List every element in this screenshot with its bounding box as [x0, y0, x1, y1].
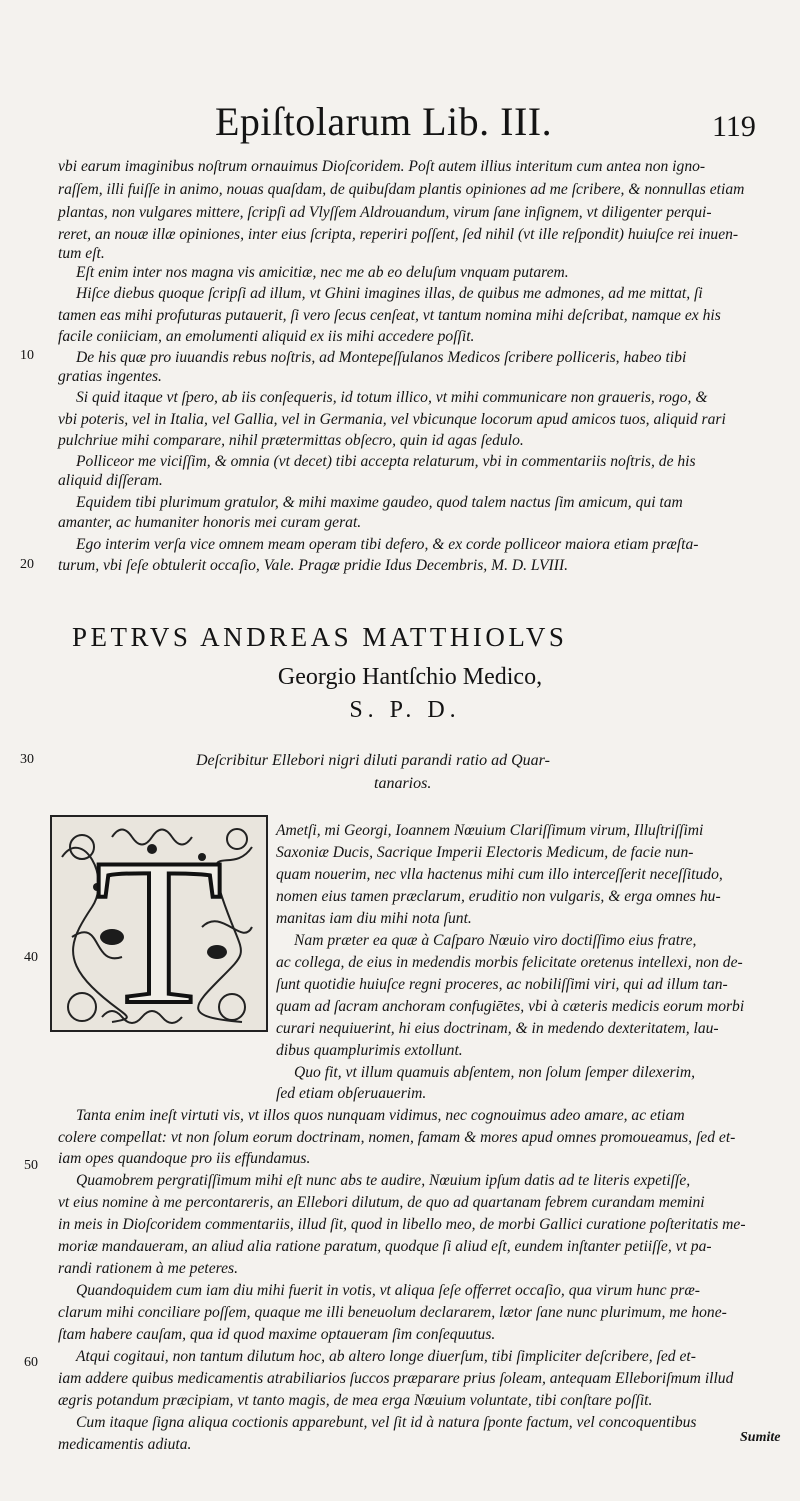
text-line: ſunt quotidie huiuſce regni proceres, ac nobiliſſimi viri, qui ad illum tan- — [276, 976, 728, 993]
margin-line-number: 30 — [20, 752, 34, 767]
letter-recipient: Georgio Hantſchio Medico, — [277, 664, 543, 690]
text-line: facile coniiciam, an emolumenti aliquid ex iis mihi accedere poſſit. — [58, 328, 475, 345]
page-number: 119 — [712, 110, 756, 143]
text-line: vbi earum imaginibus noſtrum ornauimus Dioſcoridem. Poſt autem illius interitum cum antea non igno- — [58, 158, 706, 175]
text-line: vbi poteris, vel in Italia, vel Gallia, vel in Germania, vel vbicunque locorum apud amicos tuos, aliquid rari — [58, 411, 726, 428]
text-line: Cum itaque ſigna aliqua coctionis apparebunt, vel ſit id à natura ſponte factum, vel concoquentibus — [76, 1414, 697, 1431]
text-line: tamen eas mihi profuturas putauerit, ſi vero ſecus cenſeat, vt tantum nomina mihi deſcribat, namque ex his — [58, 307, 721, 324]
text-line: Eſt enim inter nos magna vis amicitiæ, nec me ab eo deluſum vnquam putarem. — [76, 264, 569, 281]
text-line: Nam præter ea quæ à Caſparo Nœuio viro doctiſſimo eius fratre, — [294, 932, 697, 949]
text-line: Quo fit, vt illum quamuis abſentem, non ſolum ſemper dilexerim, — [294, 1064, 696, 1081]
text-line: Saxoniæ Ducis, Sacrique Imperii Electoris Medicum, de facie nun- — [276, 844, 694, 861]
text-line: turum, vbi ſeſe obtulerit occaſio, Vale. Pragæ pridie Idus Decembris, M. D. LVIII. — [58, 557, 569, 574]
text-line: raſſem, illi fuiſſe in animo, nouas quaſdam, de quibuſdam plantis opiniones ad me ſcribere, & nonnullas etiam — [58, 181, 745, 198]
text-line: quam nouerim, nec vlla hactenus mihi cum illo interceſſerit neceſſitudo, — [276, 866, 723, 883]
text-line: in meis in Dioſcoridem commentariis, illud ſit, quod in libello meo, de morbi Gallici curatione poſteritatis me- — [58, 1216, 746, 1233]
running-title: Epiſtolarum Lib. III. — [215, 99, 553, 144]
text-line: nomen eius tamen præclarum, eruditio non vulgaris, & erga omnes hu- — [276, 888, 721, 905]
text-line: De his quæ pro iuuandis rebus noſtris, ad Montepeſſulanos Medicos ſcribere polliceris, habeo tibi — [76, 349, 687, 366]
text-line: Hiſce diebus quoque ſcripſi ad illum, vt Ghini imagines illas, de quibus me admones, ad me mittat, ſi — [76, 285, 703, 302]
text-line: Equidem tibi plurimum gratulor, & mihi maxime gaudeo, quod talem nactus ſim amicum, qui tam — [76, 494, 683, 511]
text-line: reret, an nouæ illæ opiniones, inter eius ſcripta, reperiri poſſent, ſed nihil (vt ille reſpondit) huiuſce rei inuen- — [58, 226, 739, 243]
decorated-initial — [50, 815, 268, 1032]
text-line: iam opes quandoque pro iis effundamus. — [58, 1150, 311, 1167]
letter-summary-line: Deſcribitur Ellebori nigri diluti parandi ratio ad Quar- — [196, 752, 550, 769]
text-line: Si quid itaque vt ſpero, ab iis conſequeris, id totum illico, vt mihi communicare non graueris, rogo, & — [76, 389, 708, 406]
letter-salutation: S. P. D. — [349, 697, 461, 723]
initial-letter-t: T — [94, 817, 224, 1030]
text-line: curari nequiuerint, hi eius doctrinam, & in medendo dexteritatem, lau- — [276, 1020, 719, 1037]
text-line: ægris potandum præcipiam, vt tanto magis, de mea erga Nœuium voluntate, tibi conſtare poſſit. — [58, 1392, 653, 1409]
text-line: Ego interim verſa vice omnem meam operam tibi defero, & ex corde polliceor maiora etiam præſta- — [76, 536, 699, 553]
text-line: dibus quamplurimis extollunt. — [276, 1042, 463, 1059]
text-line: manitas iam diu mihi nota ſunt. — [276, 910, 472, 927]
text-line: Quandoquidem cum iam diu mihi fuerit in votis, vt aliqua ſeſe offerret occaſio, qua virum hunc præ- — [76, 1282, 700, 1299]
text-line: moriæ mandaueram, an aliud alia ratione paratum, quodque ſi aliud eſt, eundem inſtanter petiiſſe, vt pa- — [58, 1238, 712, 1255]
text-line: aliquid diſſeram. — [58, 472, 163, 489]
text-line: Ametſi, mi Georgi, Ioannem Nœuium Clariſſimum virum, Illuſtriſſimi — [276, 822, 704, 839]
text-line: ac collega, de eius in medendis morbis felicitate oretenus intellexi, non de- — [276, 954, 743, 971]
text-line: Tanta enim ineſt virtuti vis, vt illos quos nunquam vidimus, nec cognouimus adeo amare, ac etiam — [76, 1107, 685, 1124]
letter-summary-line: tanarios. — [374, 775, 432, 792]
text-line: plantas, non vulgares mittere, ſcripſi ad Vlyſſem Aldrouandum, virum ſane inſignem, vt diligenter perqui- — [58, 204, 712, 221]
text-line: randi rationem à me peteres. — [58, 1260, 239, 1277]
text-line: colere compellat: vt non ſolum eorum doctrinam, nomen, famam & mores apud omnes promoueamus, ſed et- — [58, 1129, 736, 1146]
text-line: quam ad ſacram anchoram confugiētes, vbi à cæteris medicis eorum morbi — [276, 998, 745, 1015]
margin-line-number: 10 — [20, 348, 34, 363]
text-line: ſtam habere cauſam, qua id quod maxime optaueram ſim conſequutus. — [58, 1326, 496, 1343]
text-line: Polliceor me viciſſim, & omnia (vt decet) tibi accepta relaturum, vbi in commentariis noſtris, de his — [76, 453, 696, 470]
letter-sender: PETRVS ANDREAS MATTHIOLVS — [72, 622, 568, 652]
text-line: Atqui cogitaui, non tantum dilutum hoc, ab altero longe diuerſum, tibi ſimpliciter deſcribere, ſed et- — [76, 1348, 696, 1365]
text-line: iam addere quibus medicamentis atrabiliarios ſuccos præparare prius ſoleam, antequam Elleboriſmum illud — [58, 1370, 734, 1387]
margin-line-number: 60 — [24, 1355, 38, 1370]
catchword: Sumite — [740, 1430, 781, 1445]
margin-line-number: 50 — [24, 1158, 38, 1173]
text-line: amanter, ac humaniter honoris mei curam gerat. — [58, 514, 362, 531]
text-line: pulchriue mihi comparare, nihil prætermittas obſecro, quin id agas ſedulo. — [58, 432, 524, 449]
text-line: vt eius nomine à me percontareris, an Ellebori dilutum, de quo ad quartanam febrem curandam memini — [58, 1194, 705, 1211]
text-line: tum eſt. — [58, 245, 105, 262]
text-line: clarum mihi conciliare poſſem, quaque me illi beneuolum declararem, lætor ſane nunc plurimum, me hone- — [58, 1304, 727, 1321]
text-line: ſed etiam obſeruauerim. — [276, 1085, 427, 1102]
text-line: gratias ingentes. — [58, 368, 162, 385]
text-line: medicamentis adiuta. — [58, 1436, 192, 1453]
margin-line-number: 40 — [24, 950, 38, 965]
text-line: Quamobrem pergratiſſimum mihi eſt nunc abs te audire, Nœuium ipſum datis ad te literis expetiſſe, — [76, 1172, 691, 1189]
margin-line-number: 20 — [20, 557, 34, 572]
floral-ornament-icon — [52, 817, 266, 1030]
